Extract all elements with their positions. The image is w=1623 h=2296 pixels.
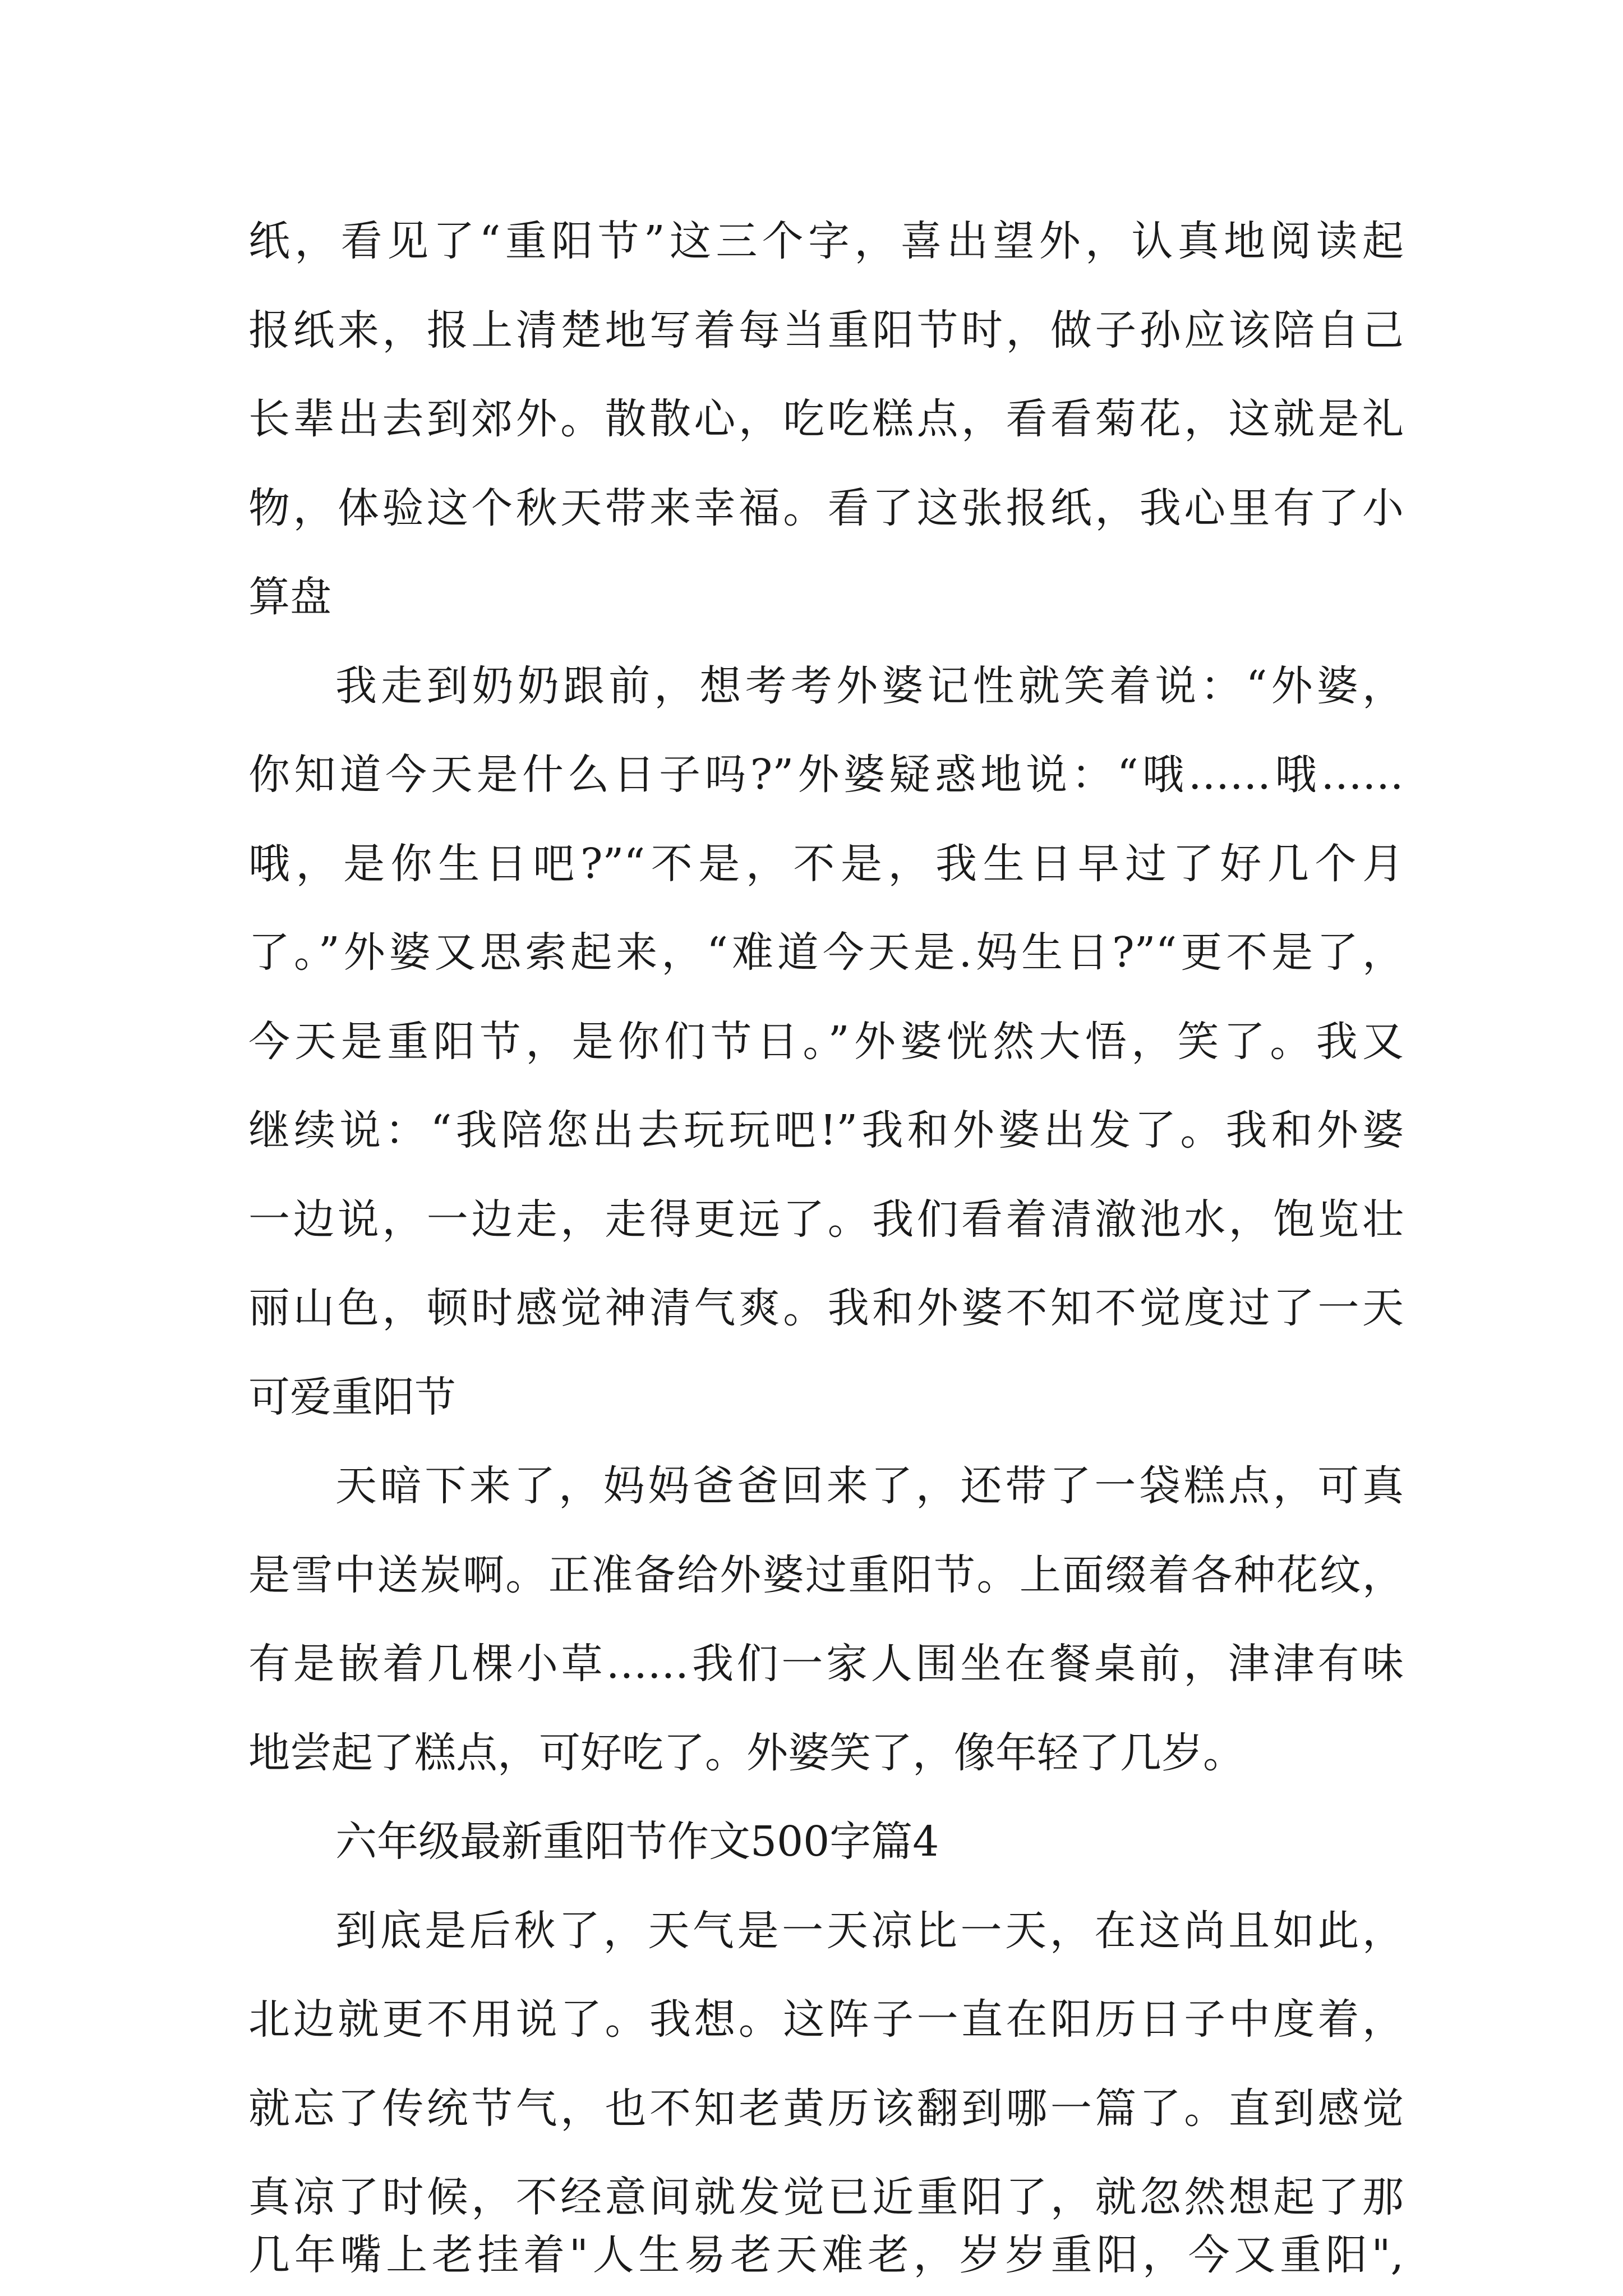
text-line: 长辈出去到郊外。散散心，吃吃糕点，看看菊花，这就是礼 [248,395,1404,443]
text-line: 哦，是你生日吧?”“不是，不是，我生日早过了好几个月 [248,840,1404,888]
text-line: 了。”外婆又思索起来，“难道今天是.妈生日?”“更不是了， [248,928,1404,977]
text-line: 报纸来，报上清楚地写着每当重阳节时，做子孙应该陪自己 [248,306,1404,355]
text-line: 算盘 [248,573,331,621]
text-line: 继续说：“我陪您出去玩玩吧!”我和外婆出发了。我和外婆 [248,1106,1404,1154]
text-line: 北边就更不用说了。我想。这阵子一直在阳历日子中度着， [248,1995,1404,2044]
text-line: 是雪中送炭啊。正准备给外婆过重阳节。上面缀着各种花纹， [248,1551,1404,1599]
text-line: 就忘了传统节气，也不知老黄历该翻到哪一篇了。直到感觉 [248,2085,1404,2133]
text-line: 你知道今天是什么日子吗?”外婆疑惑地说：“哦……哦…… [248,751,1404,799]
text-line: 有是嵌着几棵小草……我们一家人围坐在餐桌前，津津有味 [248,1640,1404,1688]
paragraph-first-line: 我走到奶奶跟前，想考考外婆记性就笑着说：“外婆， [335,662,1404,710]
text-line: 物，体验这个秋天带来幸福。看了这张报纸，我心里有了小 [248,484,1404,532]
section-heading: 六年级最新重阳节作文500字篇4 [335,1818,939,1866]
text-line: 纸，看见了“重阳节”这三个字，喜出望外，认真地阅读起 [248,217,1404,265]
text-line: 几年嘴上老挂着"人生易老天难老，岁岁重阳，今又重阳", [248,2231,1404,2279]
text-line: 今天是重阳节，是你们节日。”外婆恍然大悟，笑了。我又 [248,1018,1404,1066]
text-line: 地尝起了糕点，可好吃了。外婆笑了，像年轻了几岁。 [248,1729,1244,1777]
paragraph-first-line: 到底是后秋了，天气是一天凉比一天，在这尚且如此， [335,1907,1404,1955]
paragraph-first-line: 天暗下来了，妈妈爸爸回来了，还带了一袋糕点，可真 [335,1462,1404,1510]
text-line: 可爱重阳节 [248,1373,456,1421]
text-line: 一边说，一边走，走得更远了。我们看着清澈池水，饱览壮 [248,1195,1404,1244]
text-line: 真凉了时候，不经意间就发觉已近重阳了，就忽然想起了那 [248,2173,1404,2221]
text-line: 丽山色，顿时感觉神清气爽。我和外婆不知不觉度过了一天 [248,1284,1404,1332]
